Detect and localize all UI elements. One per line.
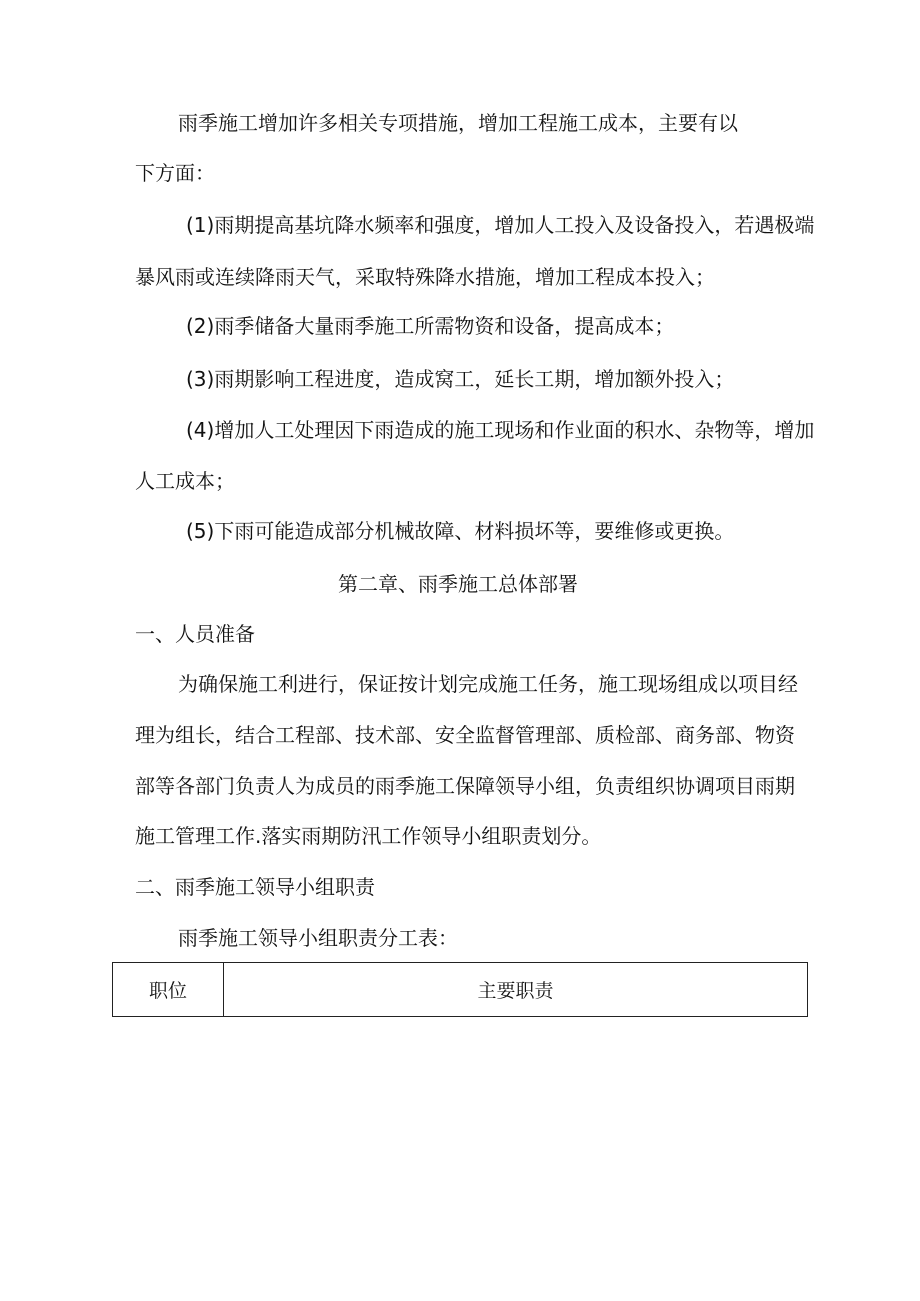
list-item-5: (5)下雨可能造成部分机械故障、材料损坏等，要维修或更换。 — [186, 519, 735, 543]
table-header-cell: 职位 — [113, 963, 224, 1017]
list-item-4-line-2: 人工成本； — [135, 469, 235, 493]
list-item-4-line-1: (4)增加人工处理因下雨造成的施工现场和作业面的积水、杂物等，增加 — [186, 418, 815, 442]
table-header-cell: 主要职责 — [224, 963, 808, 1017]
chapter-title: 第二章、雨季施工总体部署 — [338, 572, 578, 596]
section-2-intro: 雨季施工领导小组职责分工表： — [178, 926, 458, 950]
section-2-heading: 二、雨季施工领导小组职责 — [135, 875, 375, 899]
list-item-1-line-1: (1)雨期提高基坑降水频率和强度，增加人工投入及设备投入，若遇极端 — [186, 213, 815, 237]
duty-table — [112, 962, 808, 1017]
section-1-line-3: 部等各部门负责人为成员的雨季施工保障领导小组，负责组织协调项目雨期 — [135, 774, 795, 798]
list-item-2: (2)雨季储备大量雨季施工所需物资和设备，提高成本； — [186, 314, 675, 338]
section-1-line-2: 理为组长，结合工程部、技术部、安全监督管理部、质检部、商务部、物资 — [135, 723, 795, 747]
list-item-1-line-2: 暴风雨或连续降雨天气，采取特殊降水措施，增加工程成本投入； — [135, 265, 715, 289]
paragraph-intro-line-1: 雨季施工增加许多相关专项措施，增加工程施工成本，主要有以 — [178, 111, 738, 135]
section-1-line-1: 为确保施工利进行，保证按计划完成施工任务，施工现场组成以项目经 — [178, 672, 798, 696]
section-1-heading: 一、人员准备 — [135, 622, 255, 646]
paragraph-intro-line-2: 下方面： — [135, 161, 215, 185]
list-item-3: (3)雨期影响工程进度，造成窝工，延长工期，增加额外投入； — [186, 367, 735, 391]
section-1-line-4: 施工管理工作.落实雨期防汛工作领导小组职责划分。 — [135, 824, 602, 848]
table-header-row — [113, 963, 808, 1017]
